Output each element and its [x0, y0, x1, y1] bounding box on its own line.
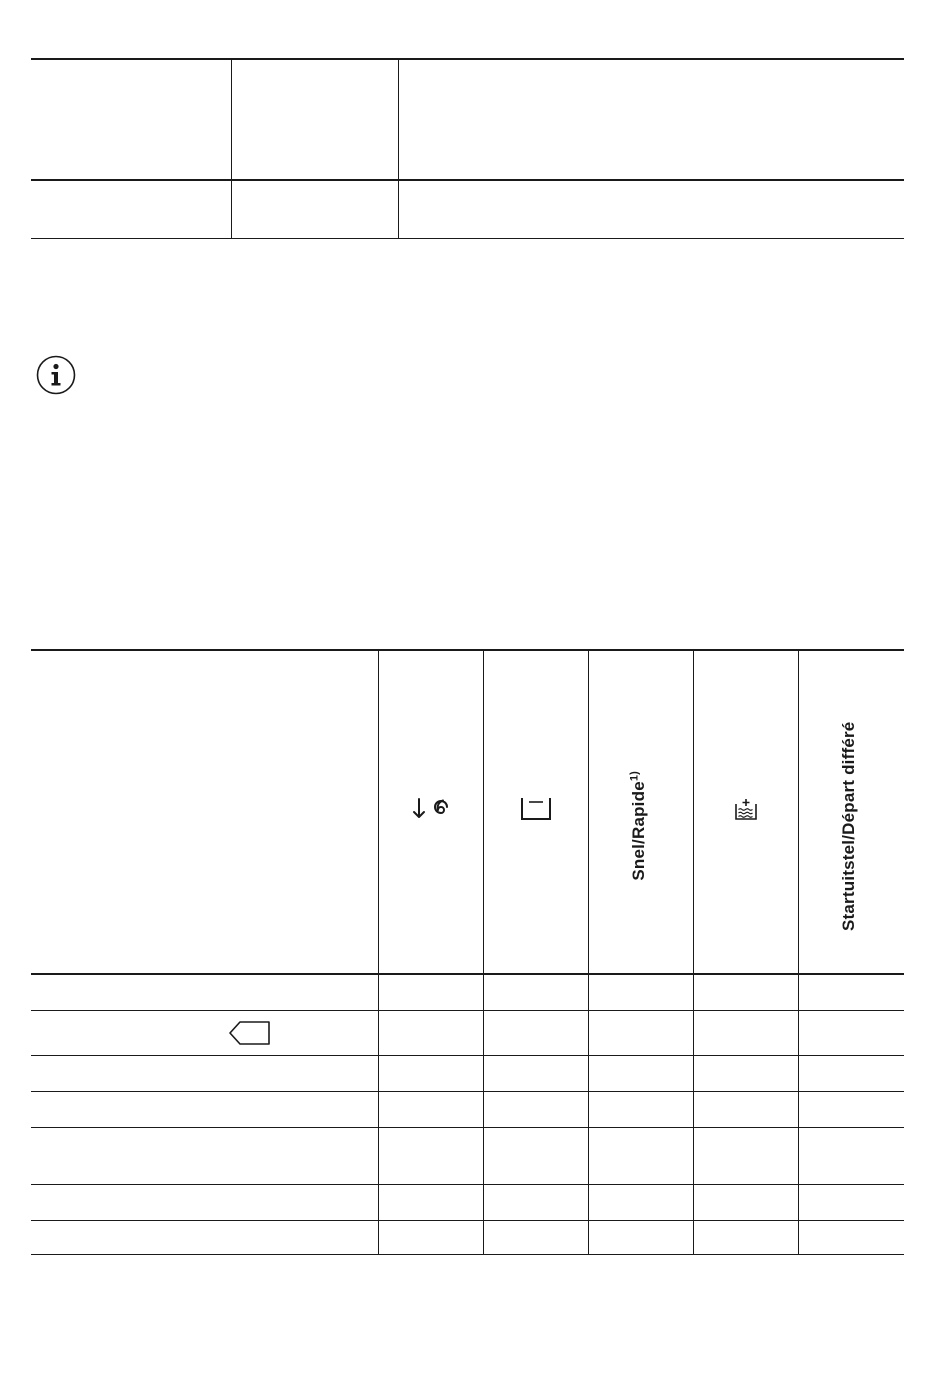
header-spin [379, 650, 484, 974]
top-table-cell [31, 180, 232, 238]
option-cell [588, 1091, 693, 1127]
top-table [31, 58, 904, 239]
top-table-cell [232, 59, 399, 180]
header-program [31, 650, 379, 974]
options-header-row [31, 650, 904, 974]
table-row [31, 974, 904, 1010]
option-cell [693, 1220, 798, 1254]
header-extra-rinse [693, 650, 798, 974]
top-table-row [31, 59, 904, 180]
top-table-cell [232, 180, 399, 238]
program-name [31, 1220, 379, 1254]
option-cell [693, 974, 798, 1010]
option-cell [693, 1184, 798, 1220]
option-cell [588, 1010, 693, 1055]
label-tag-icon [228, 1020, 272, 1046]
option-cell [798, 1055, 904, 1091]
option-cell [379, 974, 484, 1010]
extra-rinse-icon [733, 796, 759, 822]
option-cell [588, 1055, 693, 1091]
header-tub [484, 650, 589, 974]
option-cell [379, 1127, 484, 1184]
option-cell [798, 1010, 904, 1055]
option-cell [379, 1055, 484, 1091]
option-cell [484, 1010, 589, 1055]
top-table-cell [31, 59, 232, 180]
option-cell [693, 1127, 798, 1184]
options-table [31, 649, 904, 1255]
option-cell [588, 1184, 693, 1220]
option-cell [693, 1055, 798, 1091]
option-cell [798, 1127, 904, 1184]
table-row [31, 1010, 904, 1055]
header-delay-start [798, 650, 904, 974]
top-table-cell [399, 59, 905, 180]
option-cell [484, 1184, 589, 1220]
option-cell [693, 1091, 798, 1127]
option-cell [379, 1010, 484, 1055]
option-cell [484, 1220, 589, 1254]
program-name [31, 1184, 379, 1220]
option-cell [798, 1091, 904, 1127]
header-quick-label: Snel/Rapide$^{1)}$ [628, 771, 648, 881]
program-name [31, 974, 379, 1010]
spin-arrow-icon [411, 796, 451, 822]
option-cell [484, 1055, 589, 1091]
header-delay-start-label: Startuitstel/Départ différé [839, 721, 859, 931]
tub-icon [519, 796, 553, 822]
top-table-cell [399, 180, 905, 238]
option-cell [798, 1184, 904, 1220]
header-quick [588, 650, 693, 974]
info-icon [36, 355, 76, 395]
option-cell [484, 1127, 589, 1184]
table-row [31, 1127, 904, 1184]
program-name-cell [31, 1010, 379, 1055]
option-cell [798, 974, 904, 1010]
option-cell [379, 1091, 484, 1127]
program-name [31, 1055, 379, 1091]
table-row [31, 1220, 904, 1254]
program-name [31, 1127, 379, 1184]
option-cell [379, 1184, 484, 1220]
option-cell [484, 974, 589, 1010]
program-name [31, 1091, 379, 1127]
table-row [31, 1184, 904, 1220]
option-cell [588, 1220, 693, 1254]
table-row [31, 1055, 904, 1091]
top-table-row [31, 180, 904, 238]
table-row [31, 1091, 904, 1127]
option-cell [484, 1091, 589, 1127]
option-cell [798, 1220, 904, 1254]
option-cell [588, 974, 693, 1010]
option-cell [588, 1127, 693, 1184]
option-cell [379, 1220, 484, 1254]
option-cell [693, 1010, 798, 1055]
